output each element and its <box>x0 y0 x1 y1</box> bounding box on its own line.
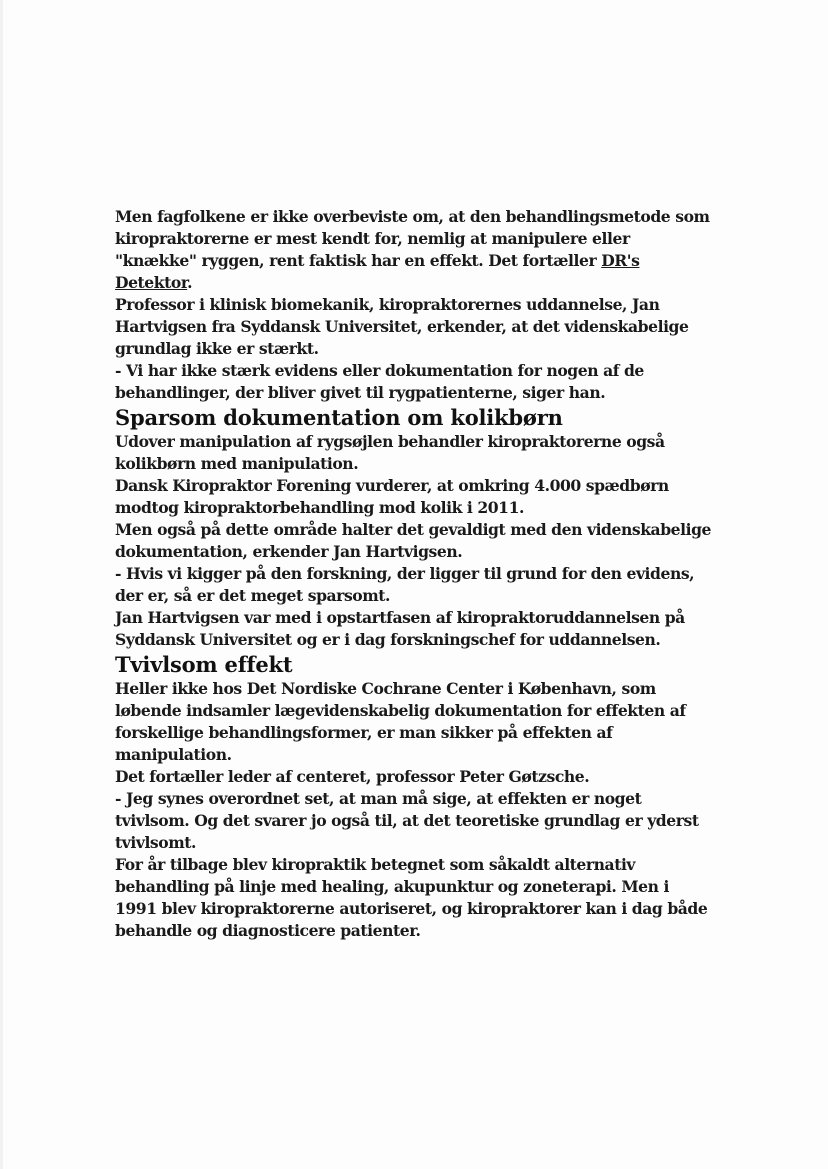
paragraph-intro-text: Men fagfolkene er ikke overbeviste om, at den behandlingsmetode som kiropraktorerne er mest kendt for, nemlig at manipulere eller "knække" ryggen, rent faktisk har en effekt. Det fortæller <box>115 207 710 270</box>
paragraph-manipulation: Udover manipulation af rygsøjlen behandler kiropraktorerne også kolikbørn med manipulation. <box>115 432 665 473</box>
paragraph-hartvigsen: Jan Hartvigsen var med i opstartfasen af kiropraktoruddannelsen på Syddansk Universitet og er i dag forskningschef for uddannelsen. <box>115 608 685 649</box>
paragraph-quote-evidence: - Vi har ikke stærk evidens eller dokumentation for nogen af de behandlinger, der bliver givet til rygpatienterne, siger han. <box>115 361 644 402</box>
heading-tvivlsom-effekt: Tvivlsom effekt <box>115 652 293 677</box>
paragraph-gotzsche: Det fortæller leder af centeret, professor Peter Gøtzsche. <box>115 767 590 786</box>
paragraph-professor: Professor i klinisk biomekanik, kiropraktorernes uddannelse, Jan Hartvigsen fra Syddansk Universitet, erkender, at det videnskabelige grundlag ikke er stærkt. <box>115 295 689 358</box>
paragraph-quote-tvivlsom: - Jeg synes overordnet set, at man må sige, at effekten er noget tvivlsom. Og det svarer jo også til, at det teoretiske grundlag er yderst tvivlsomt. <box>115 789 699 852</box>
paragraph-cochrane: Heller ikke hos Det Nordiske Cochrane Center i København, som løbende indsamler lægevidenskabelig dokumentation for effekten af forskellige behandlingsformer, er man sikker på effekten af manipulation. <box>115 679 686 764</box>
paragraph-autoriseret: For år tilbage blev kiropraktik betegnet som såkaldt alternativ behandling på linje med healing, akupunktur og zoneterapi. Men i 1991 blev kiropraktorerne autoriseret, og kiropraktorer kan i dag både behandle og diagnosticere patienter. <box>115 855 708 940</box>
scan-edge-shadow <box>0 0 3 1169</box>
paragraph-halter: Men også på dette område halter det gevaldigt med den videnskabelige dokumentation, erkender Jan Hartvigsen. <box>115 520 711 561</box>
paragraph-intro-end: . <box>187 273 193 292</box>
paragraph-intro <box>115 206 715 294</box>
heading-kolikborn: Sparsom dokumentation om kolikbørn <box>115 405 563 430</box>
dr-detektor-link[interactable]: DR's Detektor <box>115 251 640 292</box>
paragraph-forening: Dansk Kiropraktor Forening vurderer, at omkring 4.000 spædbørn modtog kiropraktorbehandling mod kolik i 2011. <box>115 476 669 517</box>
article-body <box>115 206 715 942</box>
paragraph-quote-sparsomt: - Hvis vi kigger på den forskning, der ligger til grund for den evidens, der er, så er det meget sparsomt. <box>115 564 695 605</box>
